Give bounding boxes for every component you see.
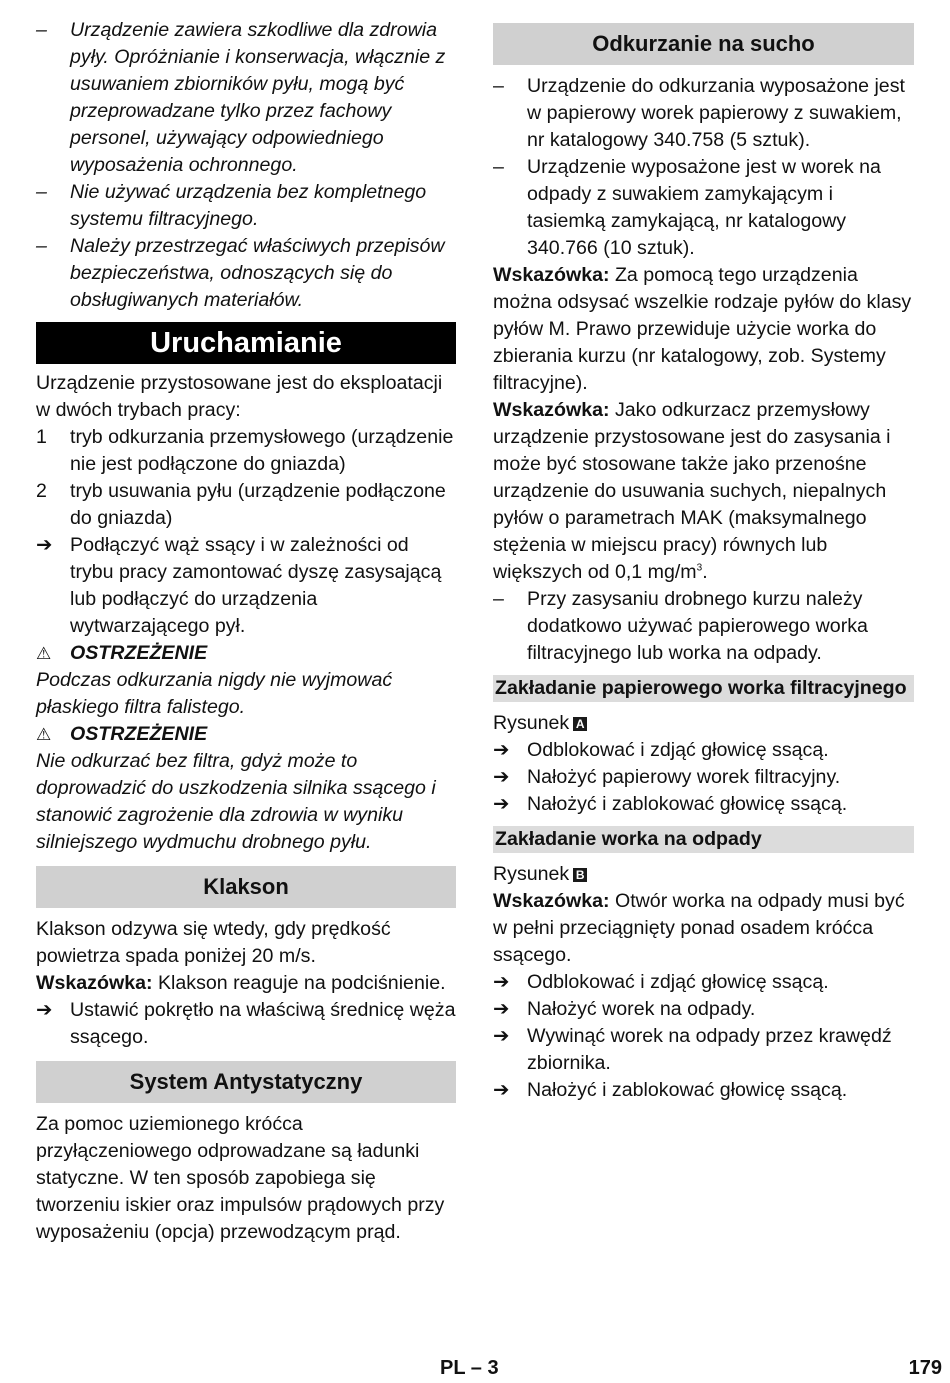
step-item xyxy=(36,997,456,1051)
odkurzanie-note-1 xyxy=(493,262,914,397)
note-label: Wskazówka: xyxy=(493,399,610,421)
dash-marker: – xyxy=(493,156,504,178)
step-text: Odblokować i zdjąć głowicę ssącą. xyxy=(527,739,829,761)
section-heading-uruchamianie: Uruchamianie xyxy=(36,322,456,364)
mode-text: tryb odkurzania przemysłowego (urządzenie nie jest podłączone do gniazda) xyxy=(70,426,454,475)
section-heading-antystatyczny: System Antystatyczny xyxy=(36,1061,456,1103)
list-item xyxy=(493,73,914,154)
arrow-icon: ➔ xyxy=(493,971,510,993)
figure-reference xyxy=(493,861,914,888)
dash-marker: – xyxy=(493,75,504,97)
warning-title-text: OSTRZEŻENIE xyxy=(70,723,208,745)
step-item xyxy=(493,996,914,1023)
step-item xyxy=(493,737,914,764)
arrow-icon: ➔ xyxy=(36,534,53,556)
arrow-icon: ➔ xyxy=(493,998,510,1020)
footer-section-label xyxy=(440,1356,499,1380)
section-heading-odpady: Zakładanie worka na odpady xyxy=(493,826,914,853)
step-text: Wywinąć worek na odpady przez krawędź zbiornika. xyxy=(527,1025,892,1074)
uruchamianie-intro: Urządzenie przystosowane jest do eksploatacji w dwóch trybach pracy: xyxy=(36,372,443,421)
left-column xyxy=(36,17,456,1246)
warning-triangle-icon: ⚠ xyxy=(36,644,52,663)
mode-number: 1 xyxy=(36,426,47,448)
odkurzanie-note-2 xyxy=(493,397,914,586)
section-heading-odkurzanie: Odkurzanie na sucho xyxy=(493,23,914,65)
warning-triangle-icon: ⚠ xyxy=(36,725,52,744)
warning-title xyxy=(36,640,456,667)
list-item xyxy=(493,586,914,667)
step-text: Nałożyć i zablokować głowicę ssącą. xyxy=(527,793,848,815)
odpady-note xyxy=(493,888,914,969)
section-heading-klakson: Klakson xyxy=(36,866,456,908)
antystatyczny-text: Za pomoc uziemionego króćca przyłączeniowego odprowadzane są ładunki statyczne. W ten sposób zapobiega się tworzeniu iskier oraz impulsów prądowych przy wyposażeniu (opcja) przewodzącym prąd. xyxy=(36,1113,445,1243)
right-column xyxy=(493,17,914,1104)
figure-letter-badge: B xyxy=(573,868,587,882)
list-item xyxy=(36,17,456,179)
superscript: 3 xyxy=(696,562,703,574)
note-label: Wskazówka: xyxy=(36,972,153,994)
klakson-text: Klakson odzywa się wtedy, gdy prędkość powietrza spada poniżej 20 m/s. xyxy=(36,918,391,967)
arrow-icon: ➔ xyxy=(493,1025,510,1047)
step-item xyxy=(493,764,914,791)
arrow-icon: ➔ xyxy=(36,999,53,1021)
warning-text: Nie odkurzać bez filtra, gdyż może to doprowadzić do uszkodzenia silnika ssącego i stanowić zagrożenie dla zdrowia w wyniku silniejszego wydmuchu drobnego pyłu. xyxy=(36,750,436,853)
arrow-icon: ➔ xyxy=(493,793,510,815)
list-item-text: Urządzenie do odkurzania wyposażone jest w papierowy worek papierowy z suwakiem, nr katalogowy 340.758 (5 sztuk). xyxy=(527,75,905,151)
step-text: Podłączyć wąż ssący i w zależności od trybu pracy zamontować dyszę zasysającą lub podłączyć do urządzenia wytwarzającego pył. xyxy=(70,534,442,637)
figure-reference xyxy=(493,710,914,737)
step-text: Ustawić pokrętło na właściwą średnicę węża ssącego. xyxy=(70,999,456,1048)
step-text: Nałożyć papierowy worek filtracyjny. xyxy=(527,766,841,788)
list-item-text: Nie używać urządzenia bez kompletnego systemu filtracyjnego. xyxy=(70,181,427,230)
note-text: Jako odkurzacz przemysłowy urządzenie przystosowane jest do zasysania i może być stosowane także jako przenośne urządzenie do usuwania suchych, niepalnych pyłów o parametrach MAK (maksymalnego stężenia w miejscu pracy) równych lub większych od 0,1 mg/m xyxy=(493,399,891,583)
warning-text: Podczas odkurzania nigdy nie wyjmować płaskiego filtra falistego. xyxy=(36,669,393,718)
step-text: Nałożyć i zablokować głowicę ssącą. xyxy=(527,1079,848,1101)
dash-marker: – xyxy=(36,181,47,203)
step-item xyxy=(493,791,914,818)
step-item xyxy=(493,1023,914,1077)
note-text: Za pomocą tego urządzenia można odsysać wszelkie rodzaje pyłów do klasy pyłów M. Prawo przewiduje użycie worka do zbierania kurzu (nr katalogowy, zob. Systemy filtracyjne). xyxy=(493,264,912,394)
step-text: Odblokować i zdjąć głowicę ssącą. xyxy=(527,971,829,993)
note-label: Wskazówka: xyxy=(493,890,610,912)
dash-marker: – xyxy=(493,588,504,610)
footer-section-number: – 3 xyxy=(470,1357,499,1379)
list-item xyxy=(36,179,456,233)
figure-label: Rysunek xyxy=(493,863,570,885)
list-item-text: Urządzenie zawiera szkodliwe dla zdrowia pyły. Opróżnianie i konserwacja, włącznie z usuwaniem zbiorników pyłu, mogą być przeprowadzane tylko przez fachowy personel, używający odpowiedniego wyposażenia ochronnego. xyxy=(70,19,446,176)
list-item xyxy=(36,233,456,314)
section-heading-papierowy: Zakładanie papierowego worka filtracyjnego xyxy=(493,675,914,702)
mode-item xyxy=(36,478,456,532)
note-text: Otwór worka na odpady musi być w pełni przeciągnięty ponad osadem króćca ssącego. xyxy=(493,890,905,966)
warning-title xyxy=(36,721,456,748)
mode-number: 2 xyxy=(36,480,47,502)
figure-label: Rysunek xyxy=(493,712,570,734)
note-label: Wskazówka: xyxy=(493,264,610,286)
step-item xyxy=(493,969,914,996)
list-item xyxy=(493,154,914,262)
arrow-icon: ➔ xyxy=(493,739,510,761)
klakson-note xyxy=(36,970,456,997)
step-item xyxy=(493,1077,914,1104)
mode-item xyxy=(36,424,456,478)
list-item-text: Urządzenie wyposażone jest w worek na odpady z suwakiem zamykającym i tasiemką zamykającą, nr katalogowy 340.766 (10 sztuk). xyxy=(527,156,881,259)
figure-letter-badge: A xyxy=(573,717,587,731)
list-item-text: Przy zasysaniu drobnego kurzu należy dodatkowo używać papierowego worka filtracyjnego lub worka na odpady. xyxy=(527,588,868,664)
note-end: . xyxy=(702,561,708,583)
note-text: Klakson reaguje na podciśnienie. xyxy=(152,972,446,994)
arrow-icon: ➔ xyxy=(493,1079,510,1101)
footer-language: PL xyxy=(440,1357,466,1379)
step-text: Nałożyć worek na odpady. xyxy=(527,998,756,1020)
warning-title-text: OSTRZEŻENIE xyxy=(70,642,208,664)
step-item xyxy=(36,532,456,640)
dash-marker: – xyxy=(36,235,47,257)
dash-marker: – xyxy=(36,19,47,41)
page-number: 179 xyxy=(908,1357,942,1379)
list-item-text: Należy przestrzegać właściwych przepisów bezpieczeństwa, odnoszących się do obsługiwanych materiałów. xyxy=(70,235,445,311)
arrow-icon: ➔ xyxy=(493,766,510,788)
mode-text: tryb usuwania pyłu (urządzenie podłączone do gniazda) xyxy=(70,480,446,529)
